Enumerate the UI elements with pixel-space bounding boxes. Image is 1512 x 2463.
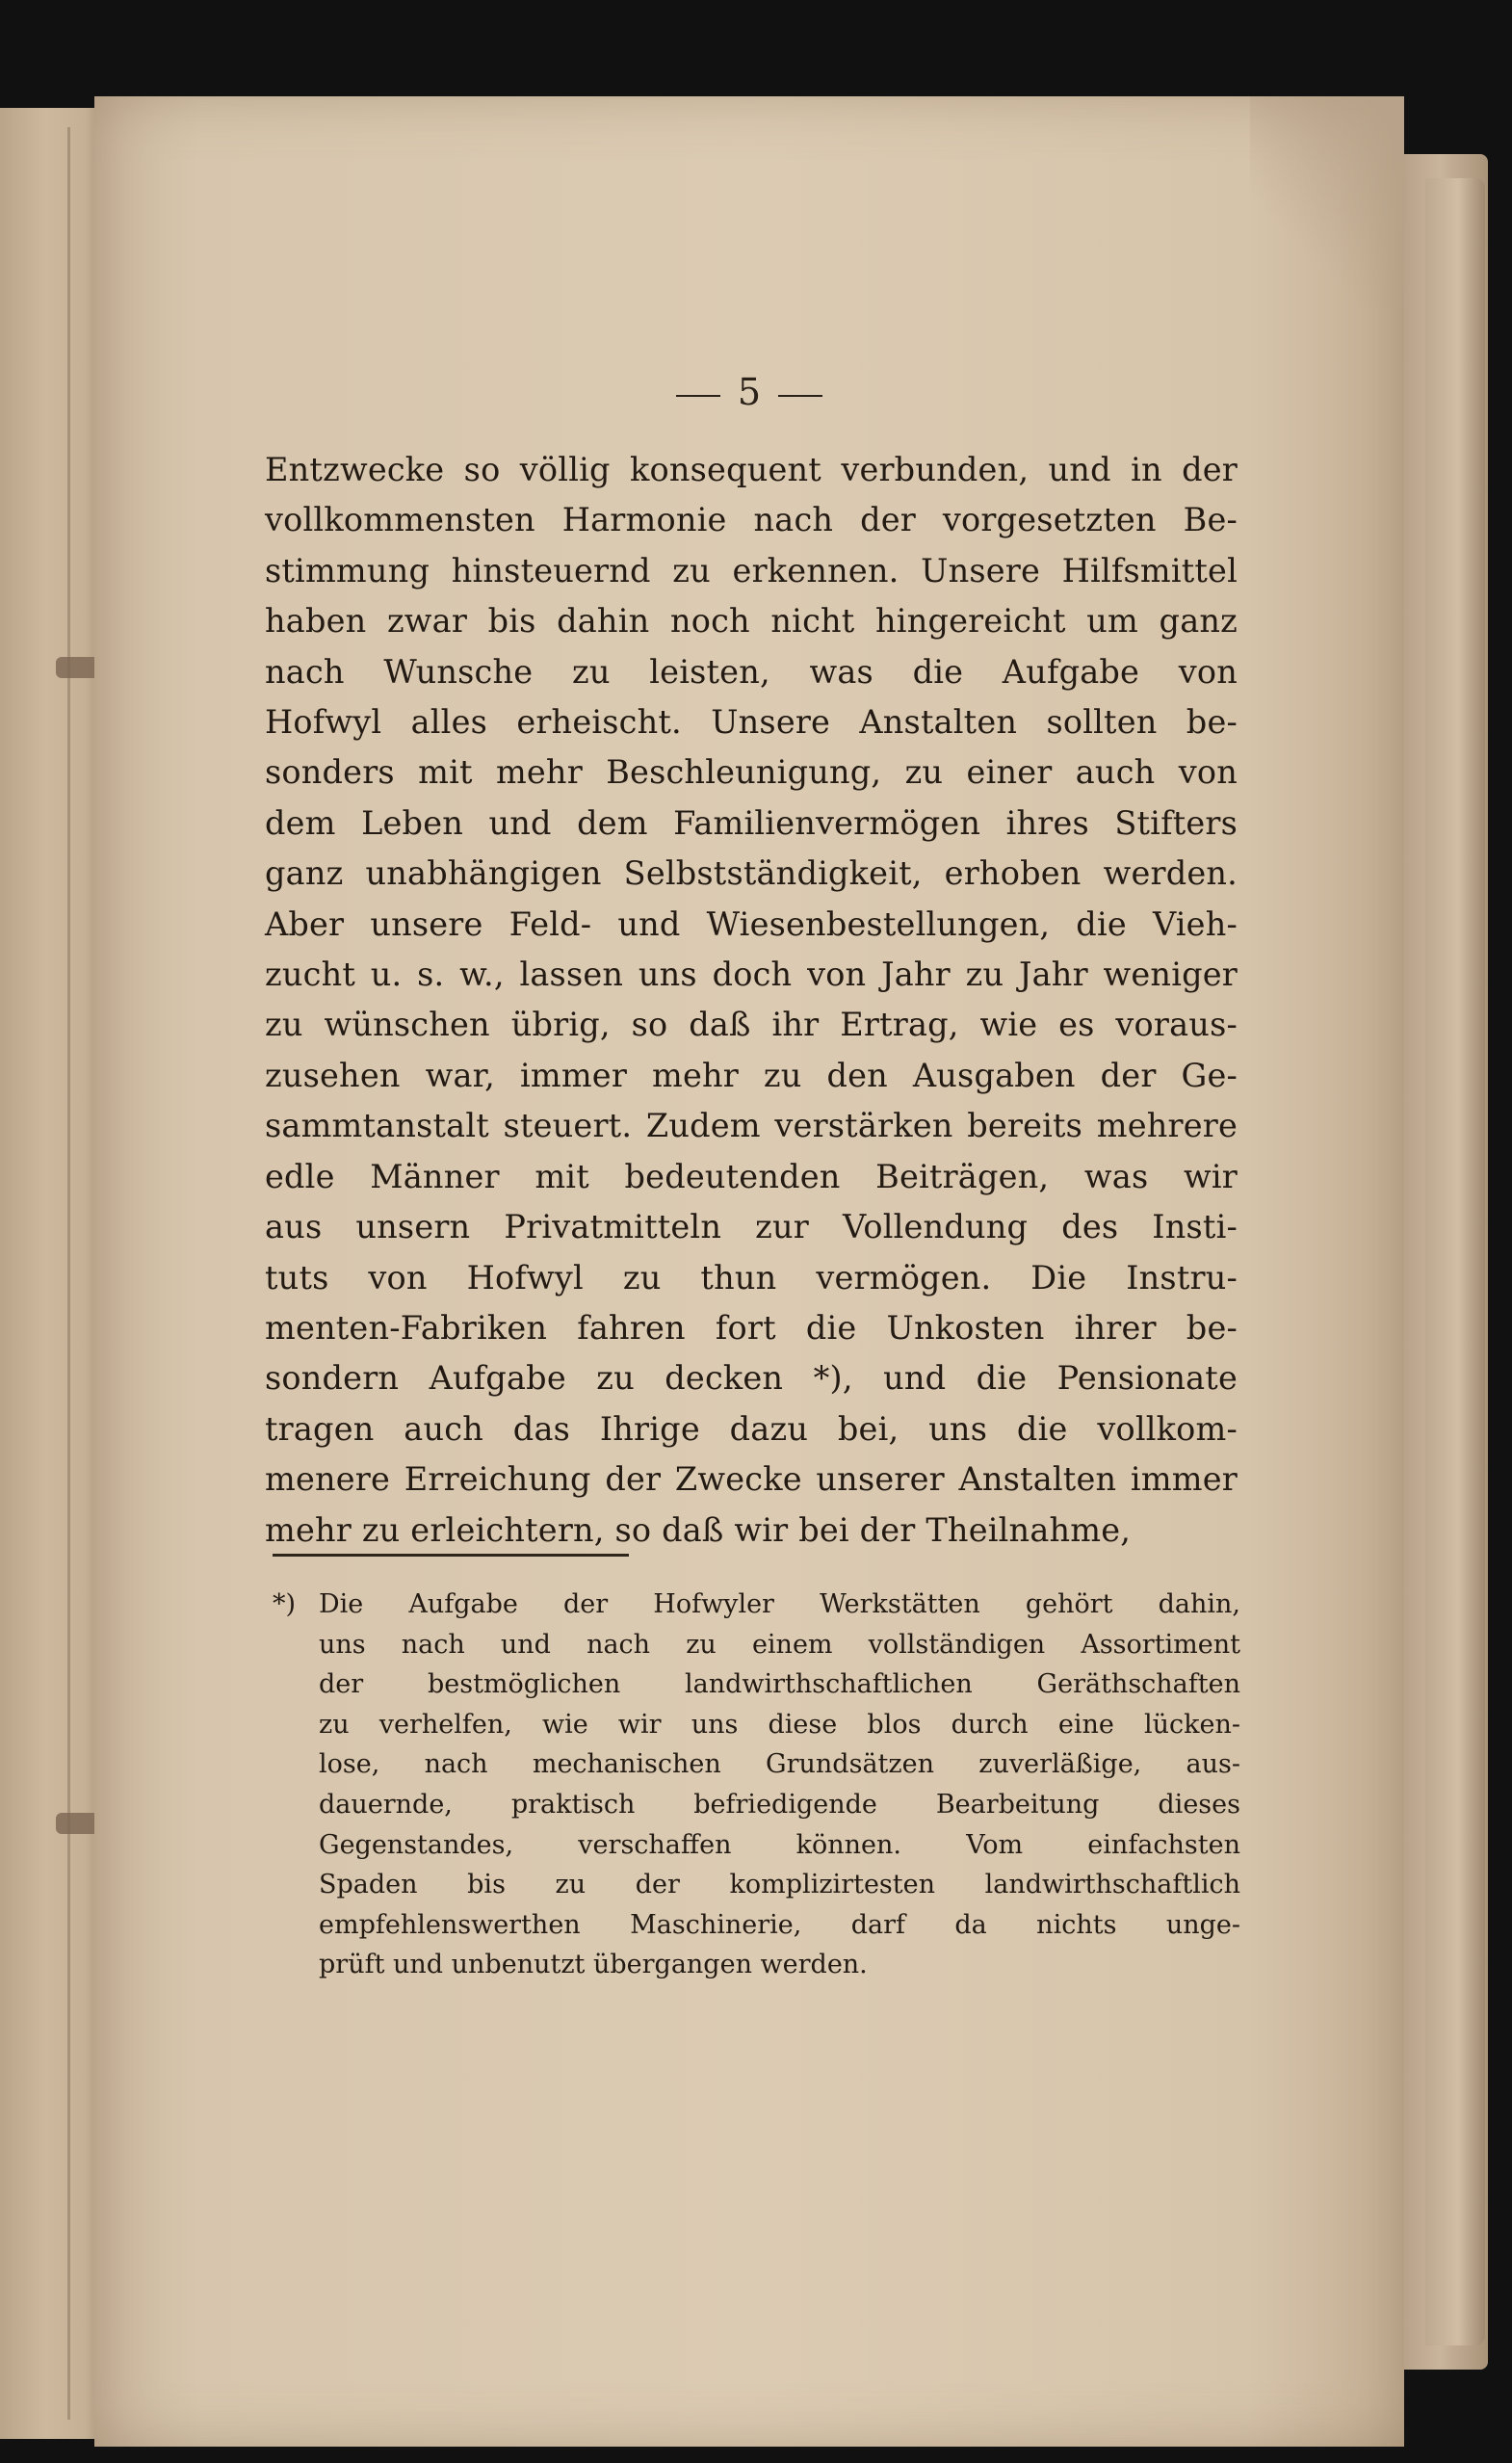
text-line: dem Leben und dem Familienvermögen ihres Stifters [265,803,1238,842]
text-line: sonders mit mehr Beschleunigung, zu einer auch von [265,753,1238,792]
text-line: menere Erreichung der Zwecke unserer Anstalten immer [265,1460,1238,1499]
footnote-line: dauernde, praktisch befriedigende Bearbeitung dieses [319,1789,1240,1820]
text-line: Aber unsere Feld- und Wiesenbestellungen, die Vieh- [265,904,1238,943]
text-line: Entzwecke so völlig konsequent verbunden, und in der [265,451,1238,488]
page-number: 5 [737,371,762,413]
text-line: sammtanstalt steuert. Zudem verstärken bereits mehrere [265,1107,1238,1145]
text-line: zu wünschen übrig, so daß ihr Ertrag, wie es voraus- [265,1006,1238,1044]
text-line: tragen auch das Ihrige dazu bei, uns die vollkom- [265,1409,1238,1448]
text-line: Hofwyl alles erheischt. Unsere Anstalten sollten be- [265,703,1238,742]
text-line: menten-Fabriken fahren fort die Unkosten ihrer be- [265,1308,1238,1347]
footnote-line: zu verhelfen, wie wir uns diese blos durch eine lücken- [319,1709,1240,1740]
footnote-rule [273,1554,629,1557]
trailing-page-edge [1425,178,1485,2345]
text-line: zucht u. s. w., lassen uns doch von Jahr zu Jahr weniger [265,956,1238,994]
footnote-line: Gegenstandes, verschaffen können. Vom einfachsten [319,1829,1240,1860]
text-line: aus unsern Privatmitteln zur Vollendung des Insti- [265,1208,1238,1246]
gutter-line [67,127,70,2420]
main-text [265,445,1238,1556]
page-number-header [94,371,1404,413]
text-line: haben zwar bis dahin noch nicht hingereicht um ganz [265,602,1238,641]
header-dash [778,395,822,397]
footnote-line: uns nach und nach zu einem vollständigen Assortiment [319,1629,1240,1660]
text-line: ganz unabhängigen Selbstständigkeit, erhoben werden. [265,854,1238,893]
footnote-line: empfehlenswerthen Maschinerie, darf da nichts unge- [319,1909,1240,1940]
book-page [94,96,1404,2447]
footnote-line: Spaden bis zu der komplizirtesten landwirthschaftlich [319,1870,1240,1900]
text-line: edle Männer mit bedeutenden Beiträgen, was wir [265,1157,1238,1195]
footnote-line: der bestmöglichen landwirthschaftlichen Geräthschaften [319,1669,1240,1700]
text-line: vollkommensten Harmonie nach der vorgesetzten Be- [265,501,1238,539]
text-line: stimmung hinsteuernd zu erkennen. Unsere Hilfsmittel [265,551,1238,590]
page-corner-crease [1250,96,1404,308]
text-line: tuts von Hofwyl zu thun vermögen. Die Instru- [265,1258,1238,1297]
text-line: nach Wunsche zu leisten, was die Aufgabe von [265,652,1238,691]
footnote [273,1585,1240,1985]
footnote-line: prüft und unbenutzt übergangen werden. [319,1950,868,1980]
footnote-line: Die Aufgabe der Hofwyler Werkstätten gehört dahin, [319,1589,1240,1619]
header-dash [676,395,720,397]
footnote-line: lose, nach mechanischen Grundsätzen zuverläßige, aus- [319,1749,1240,1780]
footnote-marker: *) [273,1589,297,1619]
text-line: sondern Aufgabe zu decken *), und die Pensionate [265,1359,1238,1398]
text-line: mehr zu erleichtern, so daß wir bei der Theilnahme, [265,1510,1132,1549]
text-line: zusehen war, immer mehr zu den Ausgaben der Ge- [265,1056,1238,1094]
